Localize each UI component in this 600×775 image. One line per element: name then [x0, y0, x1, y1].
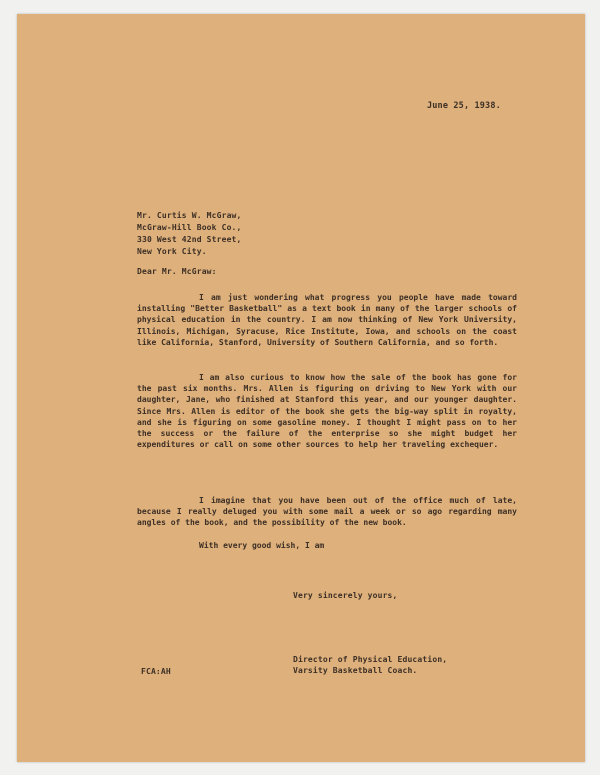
signature-line: Director of Physical Education,: [293, 655, 448, 664]
salutation: Dear Mr. McGraw:: [137, 267, 217, 276]
letter-date: June 25, 1938.: [427, 101, 501, 111]
address-line: New York City.: [137, 247, 207, 256]
letter-body: [17, 14, 585, 762]
letter-page: [17, 14, 585, 762]
complimentary-close: [293, 590, 398, 602]
address-line: Mr. Curtis W. McGraw,: [137, 211, 242, 220]
body-paragraph: I am also curious to know how the sale of the book has gone for the past six months. Mrs. Allen is figuring on driving to New York with our daughter, Jane, who finished at Stanford this year, and our younger daughter. Since Mrs. Allen is editor of the book she gets the big-way split in royalty, and she is figuring on some gasoline money. I thought I might pass on to her the success or the failure of the enterprise so she might budget her expenditures or call on some other sources to help her traveling exchequer.: [137, 373, 517, 450]
recipient-address: [137, 210, 242, 258]
body-paragraph: I am just wondering what progress you people have made toward installing "Better Basketball" as a text book in many of the larger schools of physical education in the country. I am now thinking of New York University, Illinois, Michigan, Syracuse, Rice Institute, Iowa, and schools on the coast like California, Stanford, University of Southern California, and so forth.: [137, 293, 517, 347]
closing-line: Very sincerely yours,: [293, 591, 398, 600]
signature-line: Varsity Basketball Coach.: [293, 666, 418, 675]
address-line: McGraw-Hill Book Co.,: [137, 223, 242, 232]
closing-wish: With every good wish, I am: [199, 541, 325, 550]
signature-block: [293, 654, 447, 676]
reference-initials: FCA:AH: [141, 667, 171, 676]
body-paragraph: I imagine that you have been out of the office much of late, because I really deluged you with some mail a week or so ago regarding many angles of the book, and the possibility of the new book.: [137, 496, 517, 528]
address-line: 330 West 42nd Street,: [137, 235, 242, 244]
